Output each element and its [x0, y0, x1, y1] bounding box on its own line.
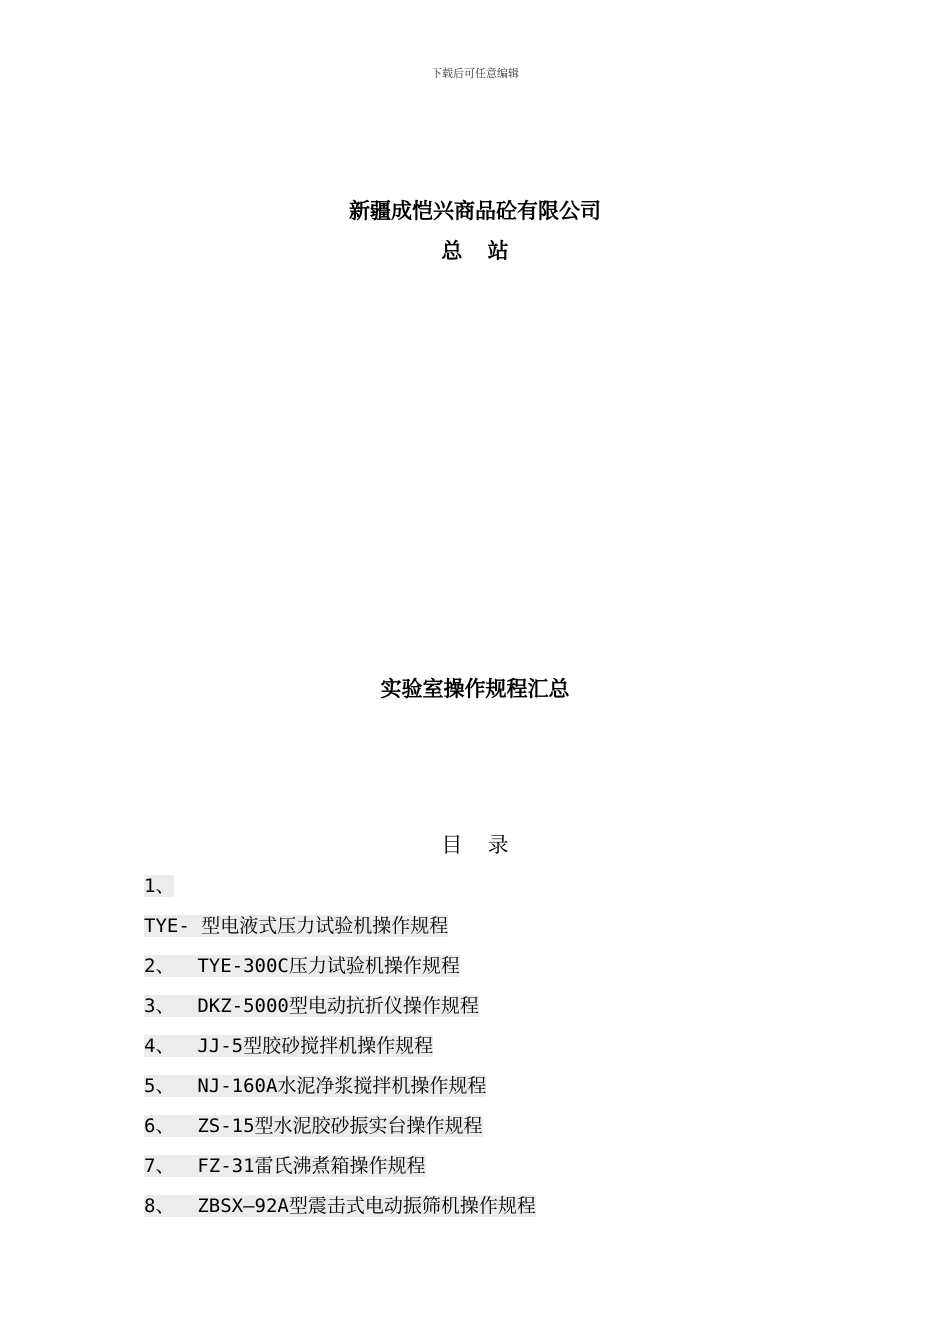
toc-entry-text: 7、 FZ-31雷氏沸煮箱操作规程	[144, 1155, 426, 1177]
page-header-note: 下载后可任意编辑	[431, 67, 519, 80]
station-name: 总站	[441, 239, 534, 263]
company-name: 新疆成恺兴商品砼有限公司	[349, 199, 601, 223]
toc-entry-text: 4、 JJ-5型胶砂搅拌机操作规程	[144, 1035, 434, 1057]
toc-entry-text: 8、 ZBSX—92A型震击式电动振筛机操作规程	[144, 1195, 536, 1217]
document-title: 实验室操作规程汇总	[380, 677, 570, 701]
table-of-contents	[144, 870, 844, 1230]
toc-entry-1-number	[144, 870, 844, 910]
toc-entry-text: 6、 ZS-15型水泥胶砂振实台操作规程	[144, 1115, 483, 1137]
toc-entry-3	[144, 990, 844, 1030]
toc-entry-text: 2、 TYE-300C压力试验机操作规程	[144, 955, 460, 977]
toc-heading: 目录	[441, 833, 534, 857]
toc-entry-7	[144, 1150, 844, 1190]
toc-entry-text: 3、 DKZ-5000型电动抗折仪操作规程	[144, 995, 479, 1017]
toc-entry-1-title	[144, 910, 844, 950]
toc-entry-2	[144, 950, 844, 990]
toc-entry-text: TYE- 型电液式压力试验机操作规程	[144, 915, 449, 937]
toc-entry-5	[144, 1070, 844, 1110]
toc-entry-text: 5、 NJ-160A水泥净浆搅拌机操作规程	[144, 1075, 487, 1097]
toc-entry-6	[144, 1110, 844, 1150]
toc-entry-4	[144, 1030, 844, 1070]
toc-entry-8	[144, 1190, 844, 1230]
toc-entry-text: 1、	[144, 875, 175, 897]
